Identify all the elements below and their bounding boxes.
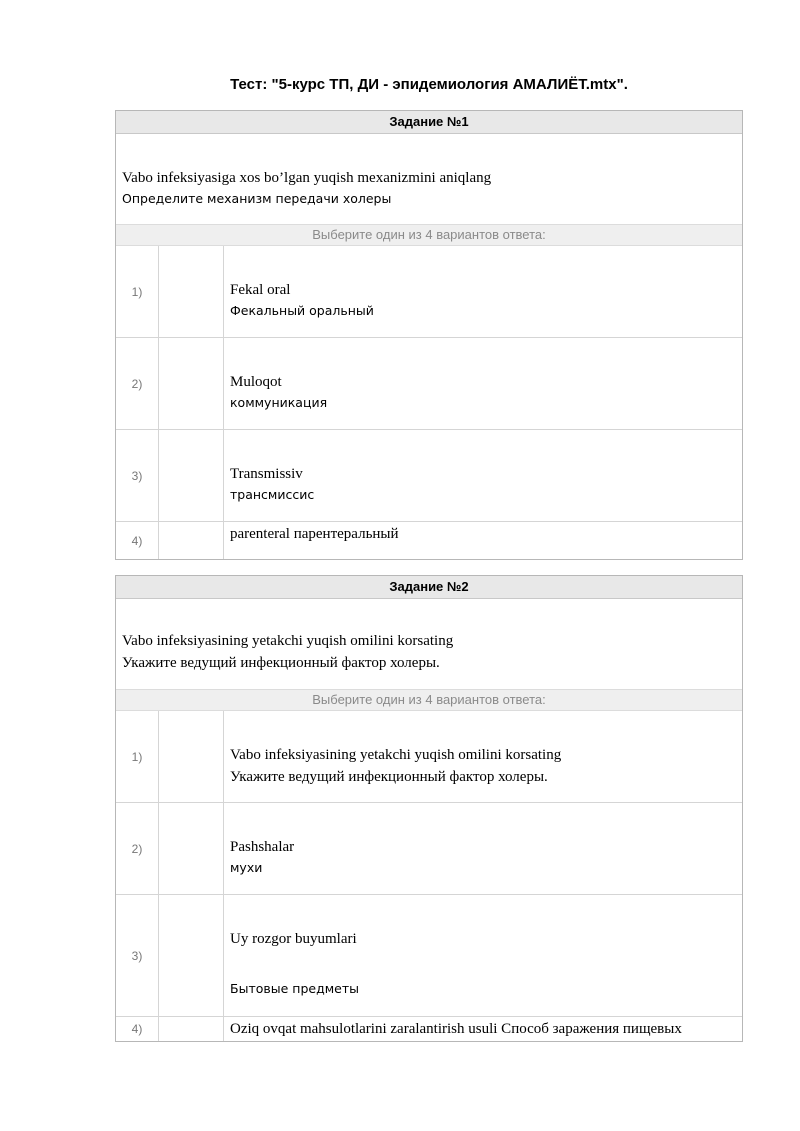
option-number: 4) [116,522,159,559]
option-translation: Бытовые предметы [230,981,359,996]
option-select-cell[interactable] [159,522,224,559]
document-title: Тест: "5-курс ТП, ДИ - эпидемиология АМАЛИЁТ.mtx". [230,76,628,93]
option-translation: трансмиссис [230,487,315,502]
option-number: 2) [116,338,159,429]
question [116,134,742,224]
option-translation: Фекальный оральный [230,303,374,318]
option-text [224,522,742,559]
answer-instruction: Выберите один из 4 вариантов ответа: [116,689,742,711]
option-select-cell[interactable] [159,711,224,802]
option-row[interactable] [116,246,742,338]
option-row[interactable] [116,1017,742,1041]
option-label: Pashshalar [230,839,295,855]
option-text [224,246,742,337]
question-text: Vabo infeksiyasiga xos bo’lgan yuqish mexanizmini aniqlang [122,170,492,186]
question-translation: Укажите ведущий инфекционный фактор холеры. [122,655,440,671]
option-row[interactable] [116,711,742,803]
options-list [116,246,742,559]
option-select-cell[interactable] [159,803,224,894]
task-card [115,110,743,560]
option-translation: Укажите ведущий инфекционный фактор холеры. [230,769,548,785]
answer-instruction: Выберите один из 4 вариантов ответа: [116,224,742,246]
task-header: Задание №1 [116,111,742,134]
task-card [115,575,743,1042]
option-number: 1) [116,711,159,802]
option-label: parenteral парентеральный [230,526,399,542]
option-text [224,803,742,894]
option-label: Vabo infeksiyasining yetakchi yuqish omilini korsating [230,747,562,763]
option-number: 3) [116,430,159,521]
option-translation: мухи [230,860,263,875]
option-row[interactable] [116,803,742,895]
option-label: Muloqot [230,374,282,390]
option-number: 3) [116,895,159,1016]
option-label: Transmissiv [230,466,303,482]
option-text [224,430,742,521]
question-translation: Определите механизм передачи холеры [122,191,392,206]
option-label: Oziq ovqat mahsulotlarini zaralantirish usuli Способ заражения пищевых [230,1021,682,1037]
option-row[interactable] [116,895,742,1017]
option-select-cell[interactable] [159,1017,224,1041]
option-row[interactable] [116,338,742,430]
option-select-cell[interactable] [159,895,224,1016]
option-text [224,711,742,802]
option-select-cell[interactable] [159,246,224,337]
question-text: Vabo infeksiyasining yetakchi yuqish omilini korsating [122,633,454,649]
option-row[interactable] [116,522,742,559]
option-number: 2) [116,803,159,894]
option-label: Fekal oral [230,282,291,298]
option-translation: коммуникация [230,395,328,410]
option-number: 1) [116,246,159,337]
option-row[interactable] [116,430,742,522]
question [116,599,742,689]
option-text [224,895,742,1016]
option-select-cell[interactable] [159,430,224,521]
option-number: 4) [116,1017,159,1041]
task-header: Задание №2 [116,576,742,599]
option-select-cell[interactable] [159,338,224,429]
option-text [224,338,742,429]
option-label: Uy rozgor buyumlari [230,931,357,947]
option-text [224,1017,742,1041]
options-list [116,711,742,1041]
